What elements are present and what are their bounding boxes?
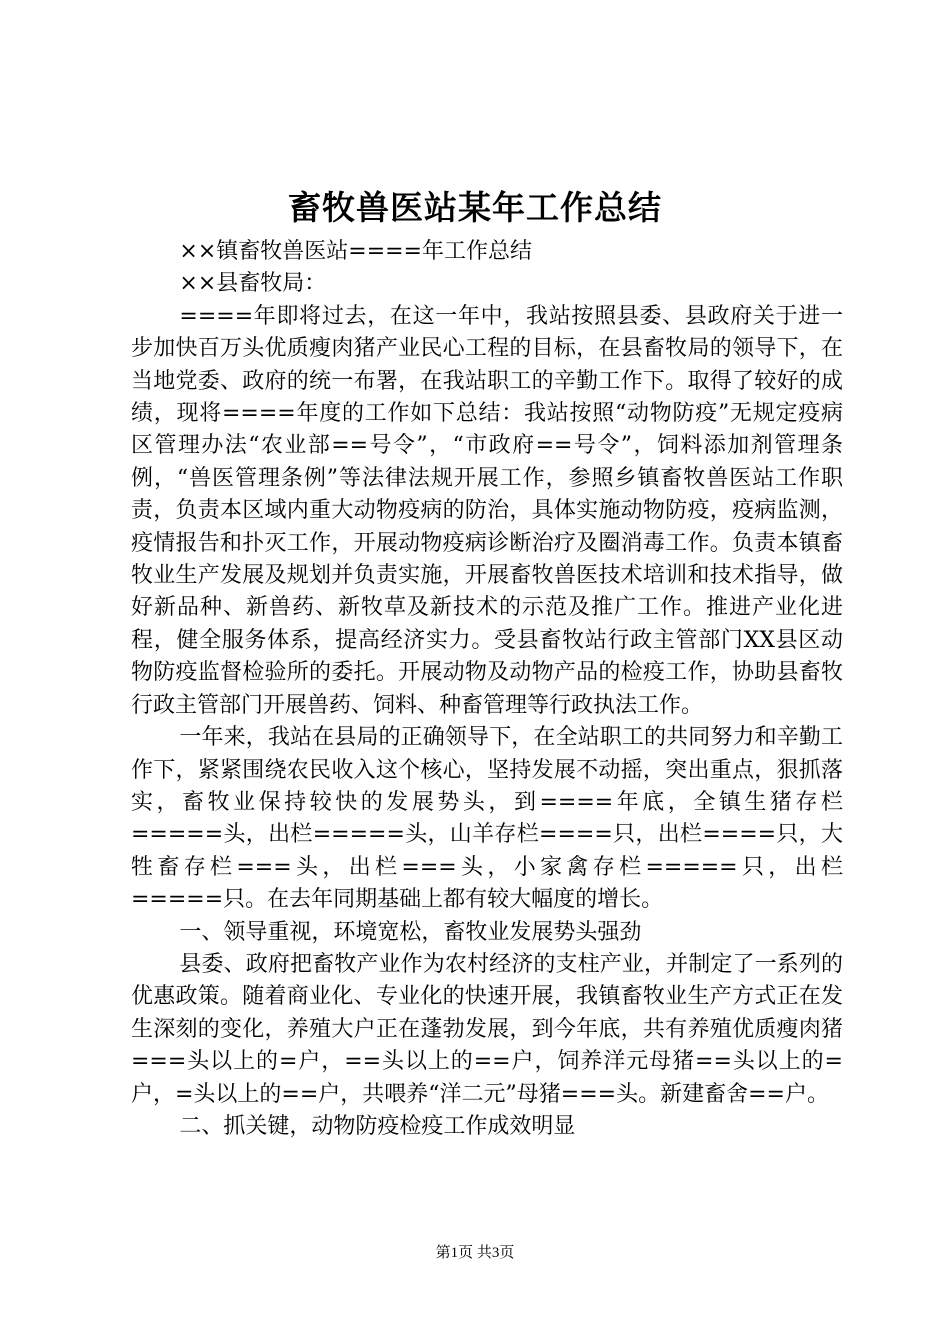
section-heading: 一、领导重视，环境宽松，畜牧业发展势头强劲 (179, 919, 642, 945)
section-heading: 二、抓关键，动物防疫检疫工作成效明显 (179, 1113, 576, 1139)
body-paragraph: 县委、政府把畜牧产业作为农村经济的支柱产业，并制定了一系列的优惠政策。随着商业化、专业化的快速开展，我镇畜牧业生产方式正在发生深刻的变化，养殖大户正在蓬勃发展，到今年底，共有养殖优质瘦肉猪===头以上的=户，==头以上的==户，饲养洋元母猪==头以上的=户，=头以上的==户，共喂养“洋二元”母猪===头。新建畜舍==户。 (131, 951, 843, 1107)
document-body (131, 236, 843, 1143)
subtitle-paragraph: ××镇畜牧兽医站====年工作总结 (179, 239, 532, 264)
body-paragraph: ====年即将过去，在这一年中，我站按照县委、县政府关于进一步加快百万头优质瘦肉猪产业民心工程的目标，在县畜牧局的领导下，在当地党委、政府的统一布署，在我站职工的辛勤工作下。取得了较好的成绩，现将====年度的工作如下总结：我站按照“动物防疫”无规定疫病区管理办法“农业部==号令”，“市政府==号令”，饲料添加剂管理条例，“兽医管理条例”等法律法规开展工作，参照乡镇畜牧兽医站工作职责，负责本区域内重大动物疫病的防治，具体实施动物防疫，疫病监测，疫情报告和扑灭工作，开展动物疫病诊断治疗及圈消毒工作。负责本镇畜牧业生产发展及规划并负责实施，开展畜牧兽医技术培训和技术指导，做好新品种、新兽药、新牧草及新技术的示范及推广工作。推进产业化进程，健全服务体系，提高经济实力。受县畜牧站行政主管部门XX县区动物防疫监督检验所的委托。开展动物及动物产品的检疫工作，协助县畜牧行政主管部门开展兽药、饲料、种畜管理等行政执法工作。 (131, 303, 843, 718)
addressee-paragraph: ××县畜牧局： (179, 271, 327, 297)
document-title: 畜牧兽医站某年工作总结 (288, 188, 662, 227)
page-footer: 第1页 共3页 (435, 1245, 515, 1261)
body-paragraph: 一年来，我站在县局的正确领导下，在全站职工的共同努力和辛勤工作下，紧紧围绕农民收入这个核心，坚持发展不动摇，突出重点，狠抓落实，畜牧业保持较快的发展势头，到====年底，全镇生猪存栏=====头，出栏=====头，山羊存栏====只，出栏====只，大牲畜存栏===头，出栏===头，小家禽存栏=====只，出栏=====只。在去年同期基础上都有较大幅度的增长。 (131, 725, 843, 913)
